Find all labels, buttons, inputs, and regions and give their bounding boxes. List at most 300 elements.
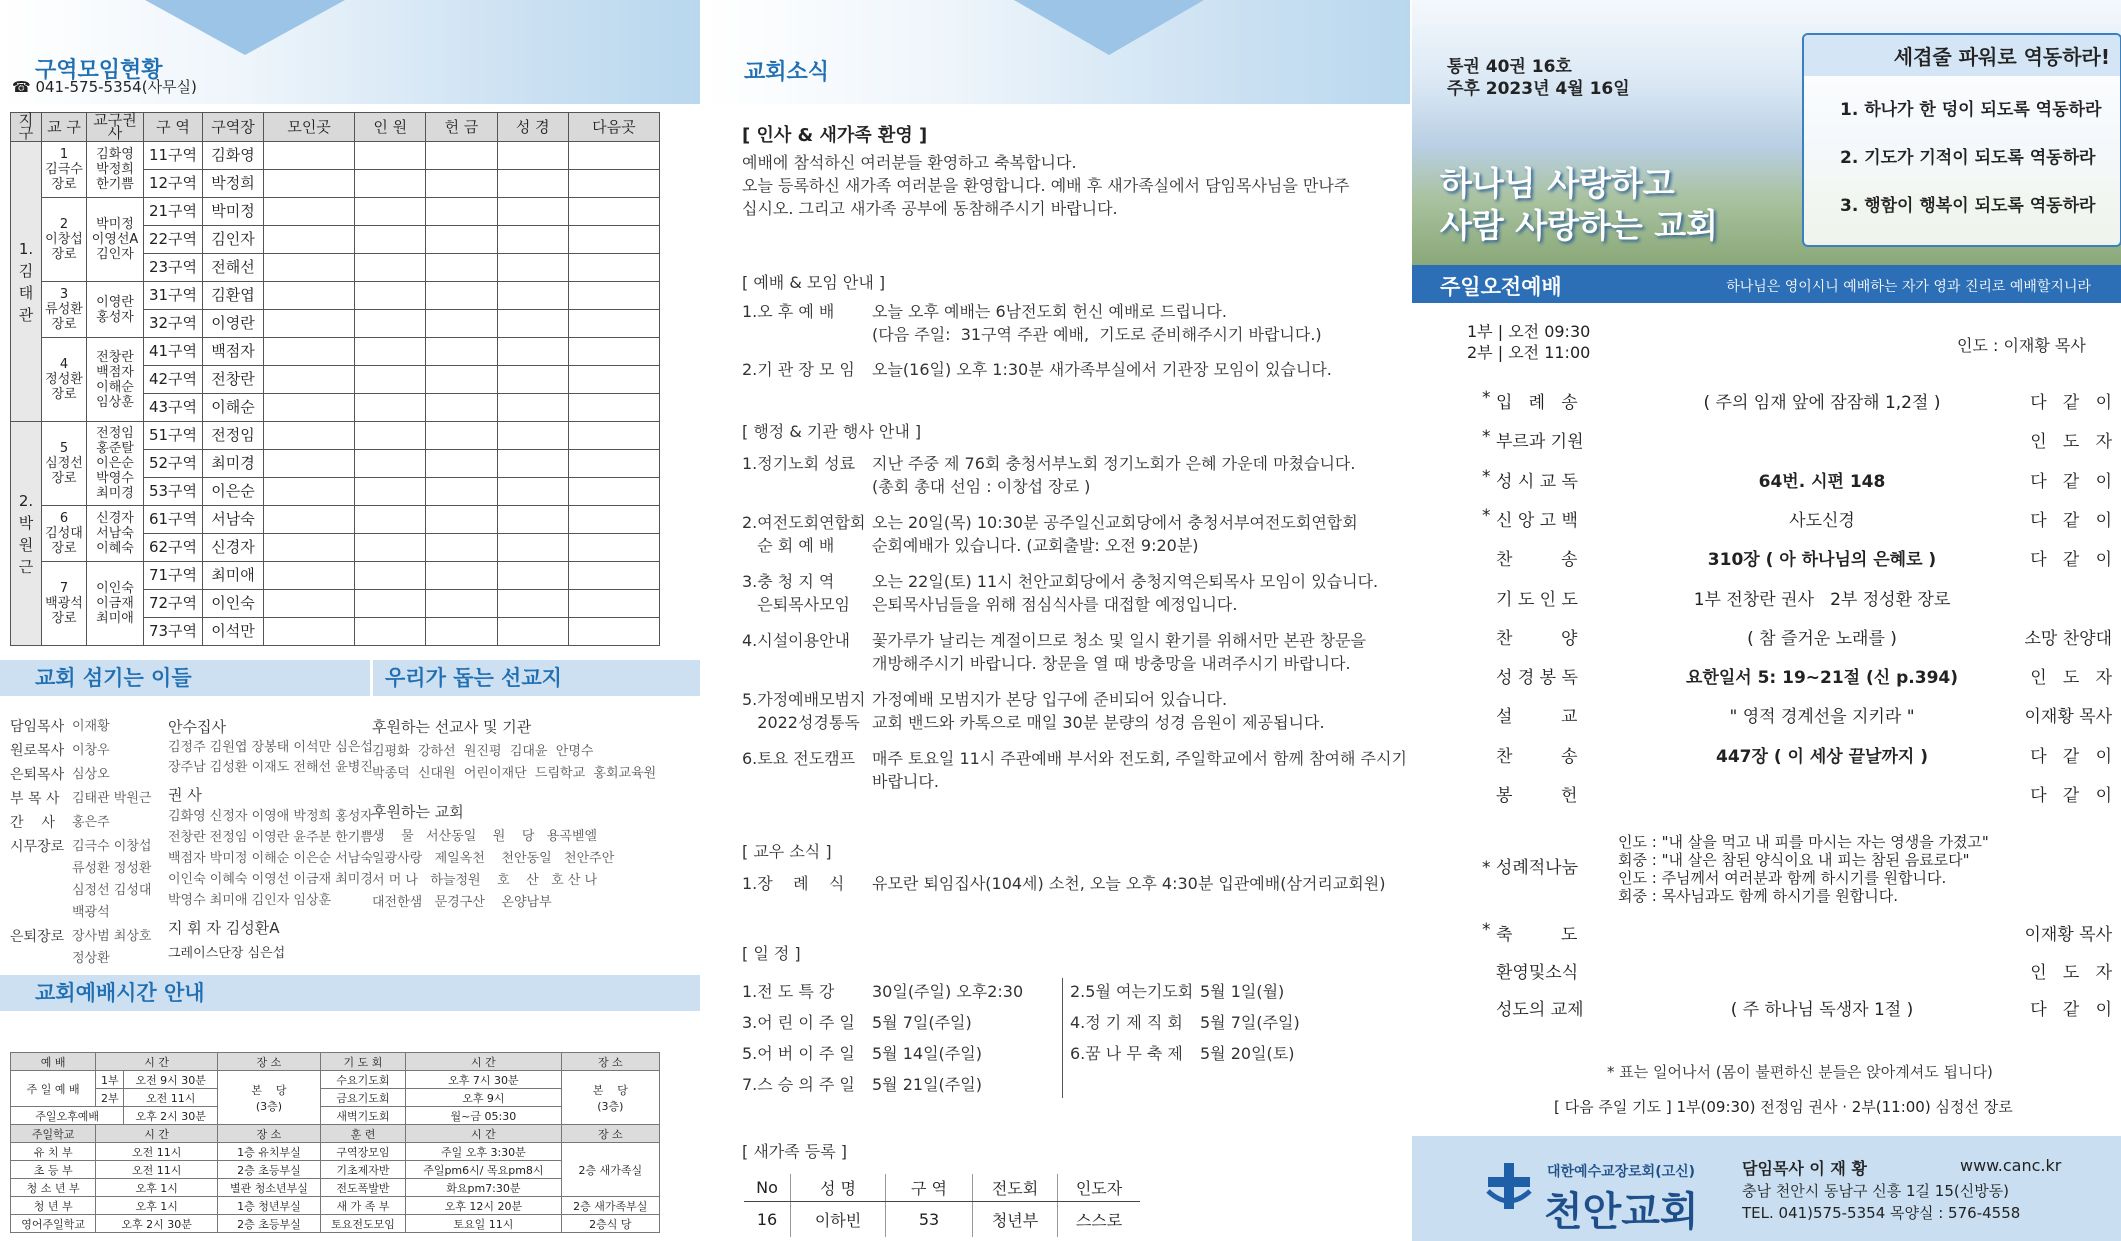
worship-guide-heading: [ 예배 & 모임 안내 ]: [742, 273, 886, 292]
blank-cell[interactable]: [568, 142, 659, 170]
admin-items: [742, 452, 1407, 806]
blank-cell[interactable]: [568, 310, 659, 338]
order-middle: 64번. 시편 148: [1758, 471, 1886, 492]
worship-head-cell: 장 소: [218, 1053, 321, 1071]
order-middle: 447장 ( 이 세상 끝날까지 ): [1716, 746, 1928, 767]
district-cell: 52구역: [144, 450, 203, 478]
blank-cell[interactable]: [355, 562, 426, 590]
blank-cell[interactable]: [355, 618, 426, 646]
serve-bar: [0, 660, 700, 696]
worship-head-cell: 기 도 회: [320, 1053, 405, 1071]
school-cell: 오전 11시: [96, 1143, 218, 1161]
news-item: [742, 358, 1407, 381]
blank-cell[interactable]: [426, 590, 497, 618]
worship-cell: 수요기도회: [320, 1071, 405, 1089]
blank-cell[interactable]: [497, 282, 568, 310]
schedule-event: 7.스 승 의 주 일: [742, 1075, 855, 1094]
blank-cell[interactable]: [426, 338, 497, 366]
blank-cell[interactable]: [426, 618, 497, 646]
leader-cell: 최미경: [203, 450, 264, 478]
district-cell: 42구역: [144, 366, 203, 394]
blank-cell[interactable]: [264, 338, 355, 366]
order-row: [1482, 624, 2112, 648]
parish-kwonsa-cell: 전정임 홍준탈 이은순 박영수 최미경: [87, 422, 144, 506]
mission-title: 우리가 돕는 선교지: [385, 666, 562, 690]
blank-cell[interactable]: [264, 198, 355, 226]
news-item-value: 유모란 퇴임집사(104세) 소천, 오늘 오후 4:30분 입관예배(삼거리교회원): [872, 874, 1386, 893]
blank-cell[interactable]: [497, 590, 568, 618]
school-cell: 오후 1시: [96, 1197, 218, 1215]
news-item: [742, 747, 1407, 793]
blank-cell[interactable]: [264, 534, 355, 562]
new-family-head-cell: 구 역: [886, 1174, 973, 1202]
deacon-title: 안수집사: [168, 718, 226, 736]
banner-triangle: [145, 0, 345, 55]
worship-cell: 새벽기도회: [320, 1107, 405, 1125]
blank-cell[interactable]: [264, 506, 355, 534]
worship-head-cell: 시 간: [96, 1053, 218, 1071]
new-family-row: [744, 1202, 1140, 1238]
school-cell: 오후 2시 30분: [96, 1215, 218, 1233]
district-cell: 61구역: [144, 506, 203, 534]
school-cell: 영어주일학교: [11, 1215, 96, 1233]
blank-cell[interactable]: [264, 142, 355, 170]
school-cell: 주일 오후 3:30분: [406, 1143, 562, 1161]
blank-cell[interactable]: [568, 506, 659, 534]
worship-head-cell: 장 소: [561, 1053, 659, 1071]
blank-cell[interactable]: [264, 562, 355, 590]
leader-cell: 최미애: [203, 562, 264, 590]
worship-cell: 1부: [96, 1071, 124, 1089]
blank-cell[interactable]: [264, 422, 355, 450]
table-header: 구 역: [144, 113, 203, 142]
service-bar: [1412, 265, 2121, 303]
school-head-cell: 훈 련: [320, 1125, 405, 1143]
blank-cell[interactable]: [497, 142, 568, 170]
district-cell: 41구역: [144, 338, 203, 366]
next-prayer: [ 다음 주일 기도 ] 1부(09:30) 전정임 권사 · 2부(11:00) 심정선 장로: [1554, 1098, 2013, 1116]
worship-cell: 본 당 (3층): [561, 1071, 659, 1125]
office-phone: ☎ 041-575-5354(사무실): [12, 78, 197, 96]
blank-cell[interactable]: [426, 506, 497, 534]
leader-cell: 이석만: [203, 618, 264, 646]
service-leader: 인도 : 이재황 목사: [1957, 336, 2086, 355]
school-cell: 오전 11시: [96, 1161, 218, 1179]
school-head-cell: 주일학교: [11, 1125, 96, 1143]
news-item-value: 오늘(16일) 오후 1:30분 새가족부실에서 기관장 모임이 있습니다.: [872, 360, 1332, 379]
zone-cell: 2. 박 원 근: [11, 422, 42, 646]
school-cell: 새 가 족 부: [320, 1197, 405, 1215]
schedule-event: 3.어 린 이 주 일: [742, 1013, 855, 1032]
blank-cell[interactable]: [497, 450, 568, 478]
schedule-heading: [ 일 정 ]: [742, 944, 801, 963]
telephone: TEL. 041)575-5354 목양실 : 576-4558: [1742, 1204, 2021, 1222]
staff-name: 이창우: [72, 743, 110, 758]
school-head-cell: 장 소: [218, 1125, 321, 1143]
parish-kwonsa-cell: 전창란 백점자 이해순 임상훈: [87, 338, 144, 422]
blank-cell[interactable]: [568, 282, 659, 310]
news-item-key: 5.가정예배모범지 2022성경통독: [742, 690, 866, 732]
blank-cell[interactable]: [426, 450, 497, 478]
order-key: 설 교: [1496, 707, 1578, 728]
welcome-heading: [ 인사 & 새가족 환영 ]: [742, 125, 928, 146]
blank-cell[interactable]: [497, 170, 568, 198]
blank-cell[interactable]: [568, 254, 659, 282]
blank-cell[interactable]: [497, 506, 568, 534]
schedule-date: 5월 20일(토): [1200, 1044, 1295, 1063]
staff-row: [10, 836, 170, 924]
blank-cell[interactable]: [497, 534, 568, 562]
order-key: 축 도: [1496, 925, 1578, 945]
parish-cell: 7 백광석 장로: [42, 562, 87, 646]
school-cell: 토요일 11시: [406, 1215, 562, 1233]
district-table: [10, 112, 660, 646]
worship-cell: 오후 2시 30분: [124, 1107, 218, 1125]
blank-cell[interactable]: [264, 170, 355, 198]
new-family-head-cell: 성 명: [791, 1174, 886, 1202]
district-cell: 53구역: [144, 478, 203, 506]
blank-cell[interactable]: [264, 310, 355, 338]
district-cell: 51구역: [144, 422, 203, 450]
school-head-cell: 시 간: [96, 1125, 218, 1143]
slogan-item: 3. 행함이 행복이 되도록 역동하라: [1840, 196, 2096, 216]
slogan-item: 2. 기도가 기적이 되도록 역동하라: [1840, 148, 2096, 168]
order-row: [1482, 663, 2112, 687]
schedule-event: 5.어 버 이 주 일: [742, 1044, 855, 1063]
motto-line-2: 사람 사랑하는 교회: [1440, 206, 1719, 245]
table-header: 다음곳: [568, 113, 659, 142]
table-header: 인 원: [355, 113, 426, 142]
order-middle: ( 참 즐거운 노래를 ): [1747, 628, 1897, 649]
blank-cell[interactable]: [426, 198, 497, 226]
right-panel: [1412, 0, 2121, 1241]
blank-cell[interactable]: [355, 366, 426, 394]
school-cell: 전도폭발반: [320, 1179, 405, 1197]
new-family-head-cell: 전도회: [973, 1174, 1058, 1202]
news-item: [742, 452, 1407, 498]
school-cell: 화요pm7:30분: [406, 1179, 562, 1197]
slogan-box: [1802, 33, 2121, 247]
banner-triangle-2: [1014, 0, 1204, 55]
worship-cell: 오후 7시 30분: [406, 1071, 562, 1089]
blank-cell[interactable]: [355, 254, 426, 282]
district-cell: 32구역: [144, 310, 203, 338]
conductor: 지 휘 자 김성환A: [168, 919, 280, 937]
order-row: [1482, 958, 2112, 982]
blank-cell[interactable]: [497, 198, 568, 226]
schedule-date: 5월 7일(주일): [1200, 1013, 1300, 1032]
staff-role: 간 사: [10, 815, 55, 831]
blank-cell[interactable]: [497, 254, 568, 282]
order-right: 다 같 이: [2030, 471, 2112, 492]
school-cell: 2층 초등부실: [218, 1215, 321, 1233]
order-row: [1482, 545, 2112, 569]
leader-cell: 전해선: [203, 254, 264, 282]
order-key: 신 앙 고 백: [1496, 510, 1578, 531]
blank-cell[interactable]: [355, 422, 426, 450]
news-item: [742, 688, 1407, 734]
order-middle: 사도신경: [1789, 510, 1855, 531]
blank-cell[interactable]: [426, 478, 497, 506]
staff-role: 부 목 사: [10, 791, 60, 807]
left-panel: [0, 0, 700, 1241]
blank-cell[interactable]: [426, 282, 497, 310]
school-cell: 2층식 당: [561, 1215, 659, 1233]
grace-leader: 그레이스단장 심은섭: [168, 946, 286, 961]
schedule-item: [742, 1069, 1042, 1100]
blank-cell[interactable]: [426, 394, 497, 422]
table-row: [11, 562, 660, 590]
news-item-value: 매주 토요일 11시 주관예배 부서와 전도회, 주일학교에서 함께 참여해 주시기 바랍니다.: [872, 749, 1407, 791]
school-cell: 초 등 부: [11, 1161, 96, 1179]
schedule-item: [742, 1007, 1042, 1038]
blank-cell[interactable]: [568, 366, 659, 394]
new-family-head: [744, 1174, 1140, 1202]
order-key: 성도의 교제: [1496, 1000, 1584, 1021]
blank-cell[interactable]: [568, 478, 659, 506]
welcome-section: [742, 124, 1402, 220]
news-item: [742, 300, 1407, 346]
school-cell: 청 년 부: [11, 1197, 96, 1215]
parish-kwonsa-cell: 이영란 홍성자: [87, 282, 144, 338]
schedule-item: [742, 976, 1042, 1007]
blank-cell[interactable]: [497, 618, 568, 646]
blank-cell[interactable]: [264, 478, 355, 506]
order-row: [1482, 506, 2112, 530]
news-item-value: 오는 22일(토) 11시 천안교회당에서 충청지역은퇴목사 모임이 있습니다. 은퇴목사님들을 위해 점심식사를 대접할 예정입니다.: [872, 572, 1379, 614]
blank-cell[interactable]: [355, 506, 426, 534]
news-item-key: 3.충 청 지 역 은퇴목사모임: [742, 572, 850, 614]
blank-cell[interactable]: [426, 310, 497, 338]
blank-cell[interactable]: [355, 338, 426, 366]
blank-cell[interactable]: [568, 450, 659, 478]
school-cell: 1층 유치부실: [218, 1143, 321, 1161]
table-header: 구역장: [203, 113, 264, 142]
worship-cell: 월~금 05:30: [406, 1107, 562, 1125]
staff-role: 담임목사: [10, 719, 65, 735]
news-item: [742, 629, 1407, 675]
school-cell: 오후 1시: [96, 1179, 218, 1197]
blank-cell[interactable]: [426, 170, 497, 198]
church-names: 생 물 서산동일 원 당 용곡벧엘 일광사랑 제일옥천 천안동일 천안주안 서 머 나 하늘정원 호 산 호 산 나 대전한샘 문경구산 온양남부: [372, 829, 615, 910]
blank-cell[interactable]: [264, 226, 355, 254]
schedule-date: 30일(주일) 오후2:30: [872, 982, 1024, 1001]
school-cell: 유 치 부: [11, 1143, 96, 1161]
blank-cell[interactable]: [355, 142, 426, 170]
schedule-left: [742, 976, 1042, 1100]
blank-cell[interactable]: [426, 366, 497, 394]
district-cell: 31구역: [144, 282, 203, 310]
order-middle: " 영적 경계선을 지키라 ": [1729, 707, 1915, 728]
new-family-cell: 청년부: [973, 1202, 1058, 1238]
communion-key: 성례적나눔: [1495, 858, 1579, 878]
worship-cell: 주일오후예배: [11, 1107, 124, 1125]
leader-cell: 이해순: [203, 394, 264, 422]
news-item-key: 1.정기노회 성료: [742, 454, 856, 473]
school-cell: 주일pm6시/ 목요pm8시: [406, 1161, 562, 1179]
blank-cell[interactable]: [568, 590, 659, 618]
blank-cell[interactable]: [355, 310, 426, 338]
news-item-key: 2.기 관 장 모 임: [742, 360, 855, 379]
school-cell: 청 소 년 부: [11, 1179, 96, 1197]
table-header: 헌 금: [426, 113, 497, 142]
issue-date: 주후 2023년 4월 16일: [1447, 79, 1630, 99]
leader-cell: 전정임: [203, 422, 264, 450]
blank-cell[interactable]: [264, 450, 355, 478]
worship-cell: 오후 9시: [406, 1089, 562, 1107]
mission-block: [372, 716, 700, 914]
blank-cell[interactable]: [568, 562, 659, 590]
blank-cell[interactable]: [497, 478, 568, 506]
parish-cell: 6 김성대 장로: [42, 506, 87, 562]
order-row: [1482, 995, 2112, 1019]
school-head-row: [11, 1125, 660, 1143]
staff-list: [10, 716, 170, 972]
blank-cell[interactable]: [426, 226, 497, 254]
serve-title: 교회 섬기는 이들: [35, 666, 192, 690]
order-middle: ( 주 하나님 독생자 1절 ): [1730, 1000, 1914, 1021]
blank-cell[interactable]: [355, 590, 426, 618]
blank-cell[interactable]: [568, 422, 659, 450]
table-header: 모인곳: [264, 113, 355, 142]
news-item-key: 4.시설이용안내: [742, 631, 851, 650]
order-right: 이재황 목사: [2024, 707, 2112, 728]
worship-guide-items: [742, 300, 1407, 393]
pastor-name: 담임목사 이 재 황: [1742, 1159, 1867, 1178]
blank-cell[interactable]: [497, 562, 568, 590]
district-cell: 12구역: [144, 170, 203, 198]
worship-head-cell: 시 간: [406, 1053, 562, 1071]
blank-cell[interactable]: [264, 618, 355, 646]
blank-cell[interactable]: [264, 366, 355, 394]
blank-cell[interactable]: [426, 534, 497, 562]
district-cell: 71구역: [144, 562, 203, 590]
order-key: 찬 송: [1496, 746, 1578, 767]
blank-cell[interactable]: [264, 590, 355, 618]
blank-cell[interactable]: [355, 450, 426, 478]
denomination: 대한예수교장로회(고신): [1547, 1164, 1696, 1180]
service-verse: 하나님은 영이시니 예배하는 자가 영과 진리로 예배할지니라: [1726, 279, 2091, 295]
news-item-value: 지난 주중 제 76회 충청서부노회 정기노회가 은혜 가운데 마쳤습니다. (총회 총대 선임 : 이창섭 장로 ): [872, 454, 1356, 496]
school-cell: 2층 초등부실: [218, 1161, 321, 1179]
order-key: 입 례 송: [1496, 393, 1578, 413]
school-head-cell: 장 소: [561, 1125, 659, 1143]
new-family-cell: 53: [886, 1202, 973, 1238]
staff-row: [10, 740, 170, 762]
order-right: 인 도 자: [2030, 432, 2112, 453]
school-cell: 오후 12시 20분: [406, 1197, 562, 1215]
news-item-key: 2.여전도회연합회 순 회 예 배: [742, 513, 866, 555]
blank-cell[interactable]: [355, 478, 426, 506]
news-item: [742, 570, 1407, 616]
serve-divider: [370, 660, 373, 696]
leader-cell: 이인숙: [203, 590, 264, 618]
leader-cell: 서남숙: [203, 506, 264, 534]
order-right: 다 같 이: [2030, 510, 2112, 531]
blank-cell[interactable]: [568, 338, 659, 366]
worship-head-cell: 예 배: [11, 1053, 96, 1071]
order-middle: 310장 ( 아 하나님의 은혜로 ): [1707, 550, 1937, 571]
news-item-value: 꽃가루가 날리는 계절이므로 청소 및 일시 환기를 위해서만 본관 창문을 개방해주시기 바랍니다. 창문을 열 때 방충망을 내려주시기 바랍니다.: [872, 631, 1366, 673]
staff-role: 원로목사: [10, 743, 65, 759]
deacon-block: [168, 716, 373, 965]
blank-cell[interactable]: [568, 226, 659, 254]
footer: [1412, 1136, 2121, 1241]
schedule-item: [1070, 1038, 1370, 1069]
blank-cell[interactable]: [497, 394, 568, 422]
order-key: 환영및소식: [1496, 962, 1579, 983]
blank-cell[interactable]: [426, 254, 497, 282]
member-news-items: [742, 872, 1407, 895]
blank-cell[interactable]: [426, 142, 497, 170]
blank-cell[interactable]: [426, 562, 497, 590]
new-family-cell: 스스로: [1075, 1211, 1123, 1230]
news-item-value: 오늘 오후 예배는 6남전도회 헌신 예배로 드립니다. (다음 주일: 31구역 주관 예배, 기도로 준비해주시기 바랍니다.): [872, 302, 1322, 344]
blank-cell[interactable]: [497, 422, 568, 450]
blank-cell[interactable]: [497, 226, 568, 254]
order-right: 인 도 자: [2030, 668, 2112, 689]
blank-cell[interactable]: [355, 198, 426, 226]
blank-cell[interactable]: [355, 534, 426, 562]
blank-cell[interactable]: [568, 198, 659, 226]
service-title: 주일오전예배: [1440, 275, 1562, 299]
order-right: 소망 찬양대: [2024, 628, 2112, 649]
order-right: 다 같 이: [2030, 786, 2112, 806]
blank-cell[interactable]: [264, 394, 355, 422]
church-logo-icon: [1484, 1161, 1534, 1211]
worship-cell: 오전 9시 30분: [124, 1071, 218, 1089]
order-star: *: [1482, 505, 1491, 526]
blank-cell[interactable]: [355, 170, 426, 198]
blank-cell[interactable]: [426, 422, 497, 450]
blank-cell[interactable]: [264, 254, 355, 282]
order-key: 성 시 교 독: [1496, 471, 1578, 492]
blank-cell[interactable]: [497, 366, 568, 394]
blank-cell[interactable]: [568, 534, 659, 562]
website[interactable]: www.canc.kr: [1960, 1156, 2062, 1175]
blank-cell[interactable]: [568, 618, 659, 646]
new-family-cell: 이하빈: [791, 1202, 886, 1238]
school-cell: 구역장모임: [320, 1143, 405, 1161]
schedule-event: 2.5월 여는기도회: [1070, 982, 1194, 1001]
middle-panel: [704, 0, 1410, 1241]
blank-cell[interactable]: [497, 310, 568, 338]
blank-cell[interactable]: [568, 394, 659, 422]
blank-cell[interactable]: [497, 338, 568, 366]
school-row: [11, 1143, 660, 1161]
staff-row: [10, 764, 170, 786]
time-bar: [0, 975, 700, 1011]
blank-cell[interactable]: [264, 282, 355, 310]
order-row: [1482, 742, 2112, 766]
order-row: [1482, 781, 2112, 805]
blank-cell[interactable]: [355, 282, 426, 310]
admin-heading: [ 행정 & 기관 행사 안내 ]: [742, 422, 922, 441]
leader-cell: 이영란: [203, 310, 264, 338]
schedule-item: [742, 1038, 1042, 1069]
order-star: *: [1482, 920, 1491, 940]
worship-cell: 주 일 예 배: [11, 1071, 96, 1107]
zone-cell: 1. 김 태 관: [11, 142, 42, 422]
welcome-text: 예배에 참석하신 여러분들 환영하고 축복합니다. 오늘 등록하신 새가족 여러분을 환영합니다. 예배 후 새가족실에서 담임목사님을 만나주 십시오. 그리고 새가족 공부에 동참해주시기 바랍니다.: [742, 153, 1350, 218]
blank-cell[interactable]: [568, 170, 659, 198]
kwonsa-title: 권 사: [168, 786, 202, 804]
leader-cell: 백점자: [203, 338, 264, 366]
church-name: 천안교회: [1544, 1189, 1699, 1235]
blank-cell[interactable]: [355, 394, 426, 422]
blank-cell[interactable]: [355, 226, 426, 254]
schedule-date: 5월 7일(주일): [872, 1013, 972, 1032]
